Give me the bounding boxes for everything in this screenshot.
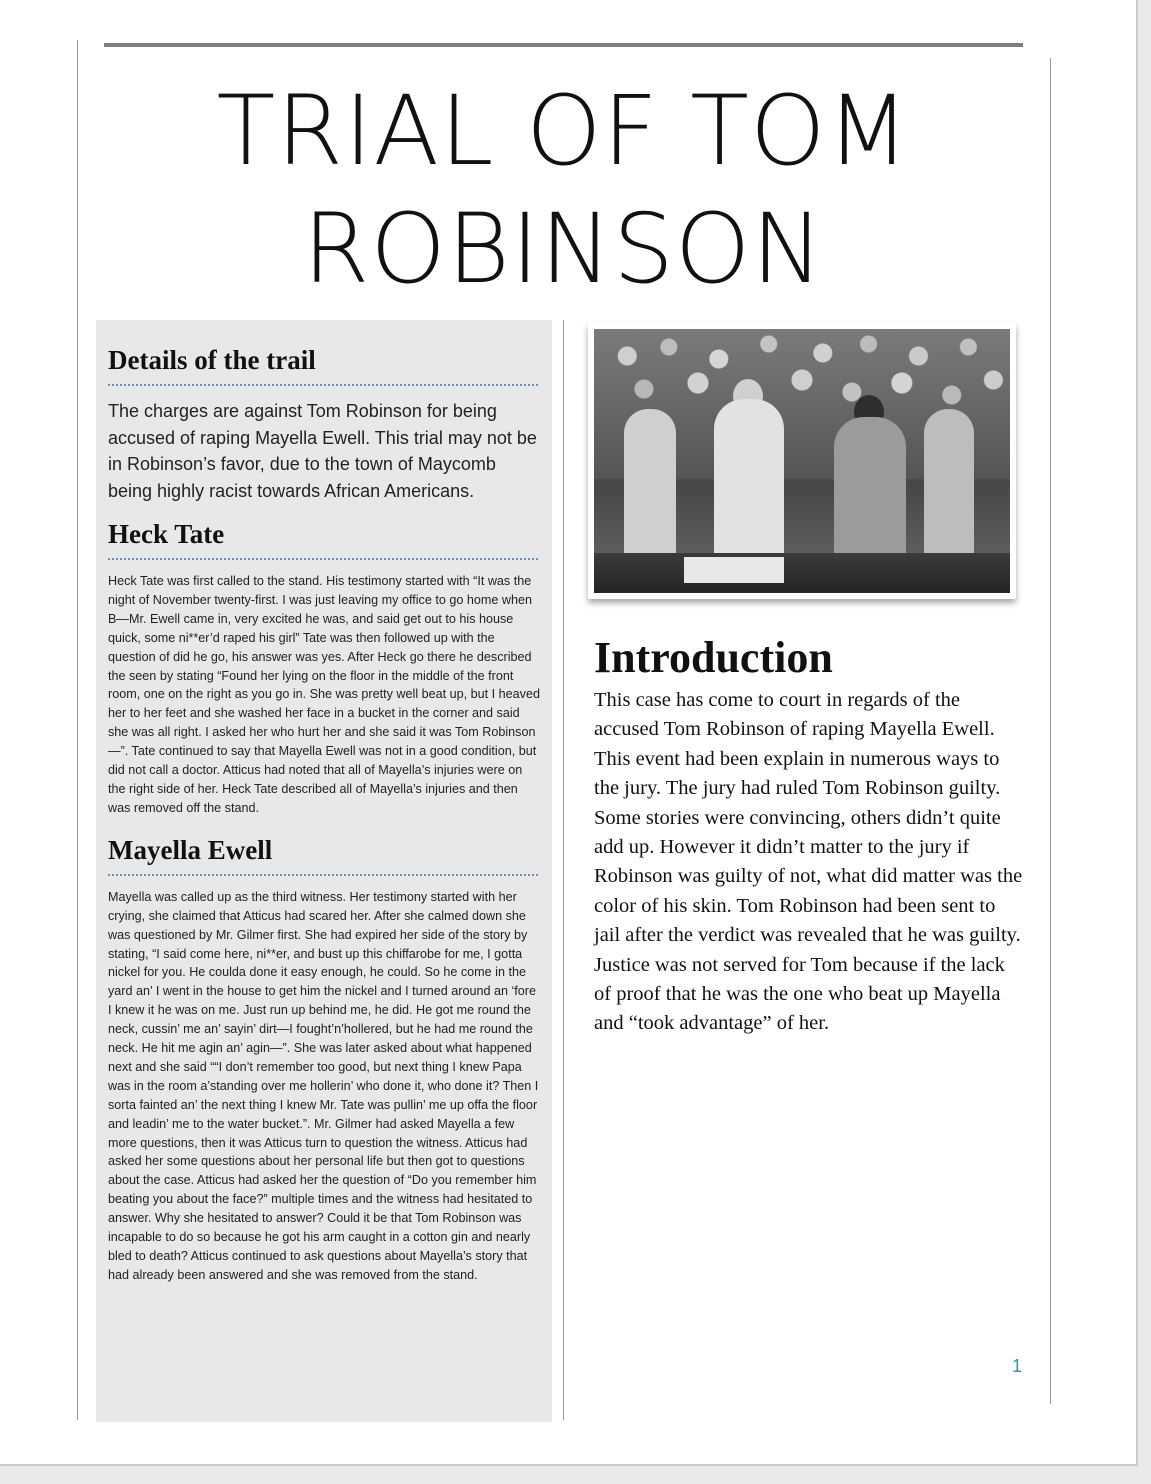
courtroom-photo — [588, 323, 1016, 599]
page-title — [104, 72, 1023, 308]
courtroom-photo-image — [594, 329, 1010, 593]
details-heading: Details of the trail — [108, 345, 316, 375]
mayella-ewell-text: Mayella was called up as the third witness. Her testimony started with her crying, she claimed that Atticus had scared her. After she calmed down she was questioned by Mr. Gilmer first. She had expired her side of the story by stating, “I said come here, ni**er, and bust up this chiffarobe for me, I gotta nickel for you. He coulda done it easy enough, he could. So he come in the yard an’ I went in the house to get him the nickel and I turned around an ‘fore I knew it he was on me. Just run up behind me, he did. He got me round the neck, cussin’ me an’ sayin’ dirt—I fought’n’hollered, but he had me round the neck. He hit me agin an’ agin—”. She was later asked about what happened next and she said ““I don’t remember too good, but next thing I knew Papa was in the room a’standing over me hollerin’ who done it, who done it? Then I sorta fainted an’ the next thing I knew Mr. Tate was pullin’ me up offa the floor and leadin’ me to the water bucket.”. Mr. Gilmer had asked Mayella a few more questions, then it was Atticus turn to question the witness. Atticus had asked her some questions about her personal life but then got to questions about the case. Atticus had asked her the question of “Do you remember him beating you about the face?” multiple times and the witness had hesitated to answer. Why she hesitated to answer? Could it be that Tom Robinson was incapable to do so because he got his arm caught in a cotton gin and nearly bled to death? Atticus continued to ask questions about Mayella’s story that had already been answered and she was removed from the stand. — [108, 889, 539, 1282]
heck-tate-heading: Heck Tate — [108, 519, 225, 549]
courtroom-desk — [684, 557, 784, 583]
courtroom-rail — [594, 553, 1010, 593]
details-text: The charges are against Tom Robinson for being accused of raping Mayella Ewell. This trial may not be in Robinson’s favor, due to the town of Maycomb being highly racist towards African Americans. — [108, 401, 537, 501]
title-line-2: ROBINSON — [302, 193, 825, 305]
title-line-1: TRIAL OF TOM — [216, 75, 911, 187]
introduction-text: This case has come to court in regards of the accused Tom Robinson of raping Mayella Ewell. This event had been explain in numerous ways to the jury. The jury had ruled Tom Robinson guilty. Some stories were convincing, others didn’t quite add up. However it didn’t matter to the jury if Robinson was guilty of not, what did matter was the color of his skin. Tom Robinson had been sent to jail after the verdict was revealed that he was guilty. Justice was not served for Tom because if the lack of proof that he was the one who beat up Mayella and “took advantage” of her. — [594, 689, 1023, 1035]
dotted-divider — [108, 874, 538, 876]
mayella-ewell-heading: Mayella Ewell — [108, 834, 273, 865]
introduction-heading: Introduction — [594, 633, 833, 682]
page-number: 1 — [1012, 1356, 1023, 1376]
sidebar — [96, 320, 552, 1422]
heck-tate-text: Heck Tate was first called to the stand. His testimony started with “It was the night of November twenty-first. I was just leaving my office to go home when B—Mr. Ewell came in, very excited he was, and said get out to his house quick, some ni**er’d raped his girl” Tate was then followed up with the question of did he go, his answer was yes. After Heck go there he described the seen by stating “Found her lying on the floor in the middle of the front room, one on the right as you go in. She was pretty well beat up, but I heaved her to her feet and she washed her face in a bucket in the corner and said she was all right. I asked her who hurt her and she said it was Tom Robinson—”. Tate continued to say that Mayella Ewell was not in a good condition, but did not call a doctor. Atticus had noted that all of Mayella’s injuries were on the right side of her. Heck Tate described all of Mayella’s injuries and then was removed off the stand. — [108, 574, 540, 815]
dotted-divider — [108, 384, 538, 386]
right-margin-line — [1050, 58, 1051, 1404]
column-divider-line — [563, 320, 564, 1420]
dotted-divider — [108, 558, 538, 560]
title-rule — [104, 43, 1023, 47]
left-margin-line — [77, 40, 78, 1420]
